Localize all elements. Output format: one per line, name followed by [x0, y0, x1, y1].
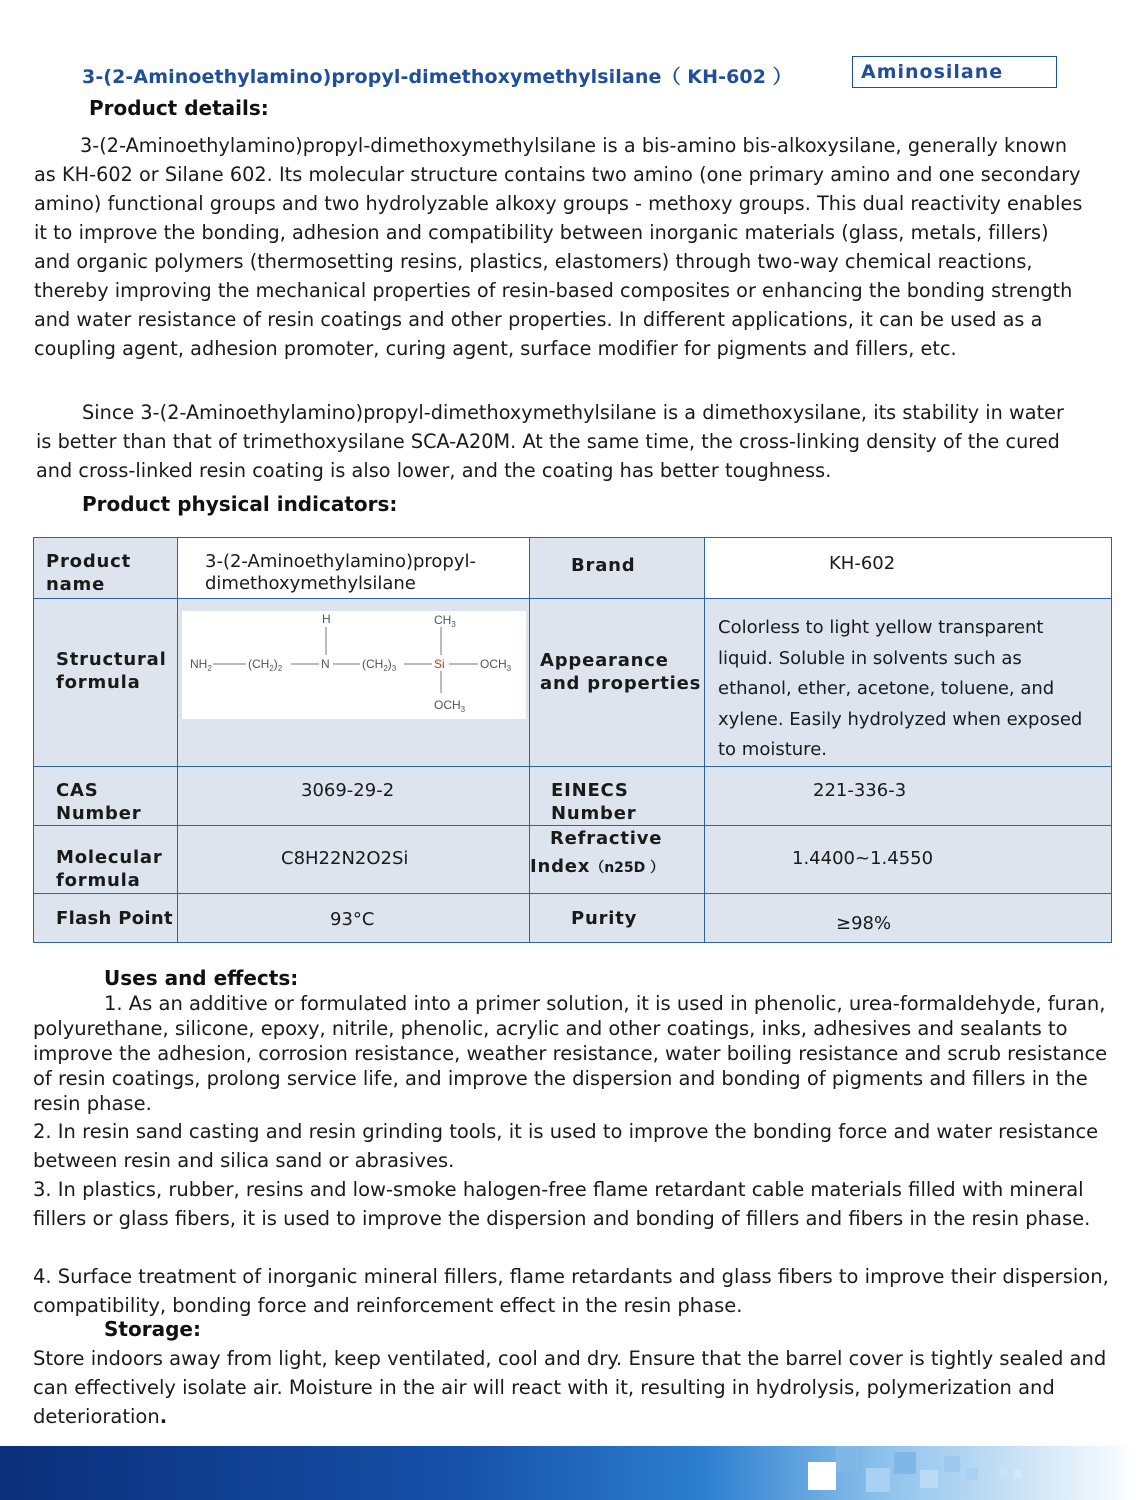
cas-value: 3069-29-2	[301, 779, 395, 801]
table-row	[34, 893, 1112, 942]
structural-label-line2: formula	[56, 672, 141, 693]
si-atom: Si	[434, 657, 445, 671]
footer-square	[984, 1458, 994, 1468]
product-name-value-cell	[178, 538, 530, 599]
cas-label-cell	[34, 766, 178, 825]
uses-item-4: 4. Surface treatment of inorganic mineral fillers, flame retardants and glass fibers to improve their dispersion, compatibility, bonding force and reinforcement effect in the resin phase.	[33, 1265, 1109, 1317]
footer-square	[920, 1470, 938, 1488]
refractive-note: （n25D ）	[590, 859, 665, 876]
och3-right-group: $OCH_3$	[480, 657, 512, 673]
molecular-value-cell	[178, 825, 530, 893]
product-title: 3-(2-Aminoethylamino)propyl-dimethoxymethylsilane（ KH-602 ）	[82, 66, 792, 88]
structural-label-cell	[34, 599, 178, 767]
storage-heading: Storage:	[104, 1317, 201, 1341]
appearance-value-cell	[705, 599, 1112, 767]
h-atom: H	[322, 612, 331, 626]
n-atom: N	[321, 657, 330, 671]
flash-label-cell	[34, 893, 178, 942]
physical-indicators-heading: Product physical indicators:	[82, 492, 398, 516]
product-name-label-line2: name	[46, 574, 106, 595]
product-name-value-line1: 3-(2-Aminoethylamino)propyl-	[205, 551, 477, 572]
appearance-label-line1: Appearance	[540, 650, 669, 671]
footer-square	[1014, 1470, 1022, 1478]
storage-text-body: Store indoors away from light, keep ventilated, cool and dry. Ensure that the barrel cover is tightly sealed and can effectively isolate air. Moisture in the air will react with it, resulting in hydrolysis, polymerization and deterioration	[33, 1347, 1107, 1428]
nh2-group: $NH_2$	[190, 657, 212, 673]
einecs-value-cell	[705, 766, 1112, 825]
molecular-label-line2: formula	[56, 869, 141, 891]
structural-formula-cell	[178, 599, 530, 767]
uses-item-1: 1. As an additive or formulated into a primer solution, it is used in phenolic, urea-formaldehyde, furan, polyurethane, silicone, epoxy, nitrile, phenolic, acrylic and other coatings, inks, adhesives and sealants to improve the adhesion, corrosion resistance, weather resistance, water boiling resistance and scrub resistance of resin coatings, prolong service life, and improve the dispersion and bonding of pigments and fillers in the resin phase.	[33, 992, 1108, 1115]
ch3-top-group: $CH_3$	[434, 613, 456, 629]
brand-label-cell	[530, 538, 705, 599]
details-paragraph-2: Since 3-(2-Aminoethylamino)propyl-dimethoxymethylsilane is a dimethoxysilane, its stability in water is better than that of trimethoxysilane SCA-A20M. At the same time, the cross-linking density of the cured and cross-linked resin coating is also lower, and the coating has better toughness.	[36, 401, 1064, 482]
structural-label-line1: Structural	[56, 649, 167, 670]
product-name-label-cell	[34, 538, 178, 599]
molecular-label-line1: Molecular	[56, 846, 163, 868]
uses-heading: Uses and effects:	[104, 966, 299, 990]
einecs-value: 221-336-3	[813, 779, 907, 801]
ch2-group-a: $(CH_2)_2$	[248, 657, 283, 673]
purity-value: ≥98%	[836, 912, 892, 934]
refractive-label-line1: Refractive	[550, 827, 663, 849]
product-details-heading: Product details:	[89, 96, 269, 120]
brand-label: Brand	[571, 555, 636, 576]
footer-square	[966, 1468, 978, 1480]
appearance-label-cell	[530, 599, 705, 767]
footer-square	[808, 1462, 836, 1490]
footer-square	[894, 1452, 916, 1474]
footer-square	[836, 1446, 862, 1472]
footer-square	[866, 1468, 890, 1492]
refractive-label-cell	[530, 825, 705, 893]
och3-bottom-group: $OCH_3$	[434, 698, 466, 714]
cas-label-line2: Number	[56, 802, 142, 824]
molecular-label-cell	[34, 825, 178, 893]
flash-value: 93°C	[330, 908, 375, 930]
table-row	[34, 825, 1112, 893]
flash-label: Flash Point	[56, 907, 173, 929]
appearance-label-line2: and properties	[540, 673, 702, 694]
brand-value-cell	[705, 538, 1112, 599]
refractive-value-cell	[705, 825, 1112, 893]
cas-value-cell	[178, 766, 530, 825]
table-row	[34, 766, 1112, 825]
uses-item-2: 2. In resin sand casting and resin grinding tools, it is used to improve the bonding force and water resistance between resin and silica sand or abrasives.	[33, 1120, 1099, 1172]
appearance-value: Colorless to light yellow transparent liquid. Soluble in solvents such as ethanol, ether, acetone, toluene, and xylene. Easily hydrolyzed when exposed to moisture.	[718, 617, 1083, 761]
einecs-label-line1: EINECS	[551, 779, 629, 801]
uses-item-3: 3. In plastics, rubber, resins and low-smoke halogen-free flame retardant cable materials filled with mineral fillers or glass fibers, it is used to improve the dispersion and bonding of fillers and fibers in the resin phase.	[33, 1178, 1091, 1230]
footer-square	[944, 1456, 960, 1472]
cas-label-line1: CAS	[56, 779, 99, 801]
refractive-value: 1.4400~1.4550	[792, 847, 934, 869]
category-tag: Aminosilane	[852, 56, 1057, 88]
structural-formula-diagram	[182, 611, 526, 719]
storage-end-mark: .	[159, 1405, 168, 1428]
brand-value: KH-602	[829, 553, 896, 574]
einecs-label-cell	[530, 766, 705, 825]
product-name-value-line2: dimethoxymethylsilane	[205, 573, 416, 594]
details-paragraph-1: 3-(2-Aminoethylamino)propyl-dimethoxymethylsilane is a bis-amino bis-alkoxysilane, generally known as KH-602 or Silane 602. Its molecular structure contains two amino (one primary amino and one secondary amino) functional groups and two hydrolyzable alkoxy groups - methoxy groups. This dual reactivity enables it to improve the bonding, adhesion and compatibility between inorganic materials (glass, metals, fillers) and organic polymers (thermosetting resins, plastics, elastomers) through two-way chemical reactions, thereby improving the mechanical properties of resin-based composites or enhancing the bonding strength and water resistance of resin coatings and other properties. In different applications, it can be used as a coupling agent, adhesion promoter, curing agent, surface modifier for pigments and fillers, etc.	[34, 134, 1083, 360]
refractive-label-line2: Index	[530, 855, 591, 877]
storage-text	[33, 1344, 1113, 1431]
physical-indicators-table	[33, 537, 1112, 943]
product-name-label-line1: Product	[46, 551, 132, 572]
purity-label: Purity	[571, 907, 638, 929]
purity-value-cell	[705, 893, 1112, 942]
footer-square	[1000, 1468, 1008, 1476]
purity-label-cell	[530, 893, 705, 942]
table-row	[34, 599, 1112, 767]
table-row	[34, 538, 1112, 599]
molecular-value: C8H22N2O2Si	[281, 847, 409, 869]
ch2-group-b: $(CH_2)_3$	[362, 657, 397, 673]
einecs-label-line2: Number	[551, 802, 637, 824]
title-row	[82, 56, 1062, 92]
flash-value-cell	[178, 893, 530, 942]
